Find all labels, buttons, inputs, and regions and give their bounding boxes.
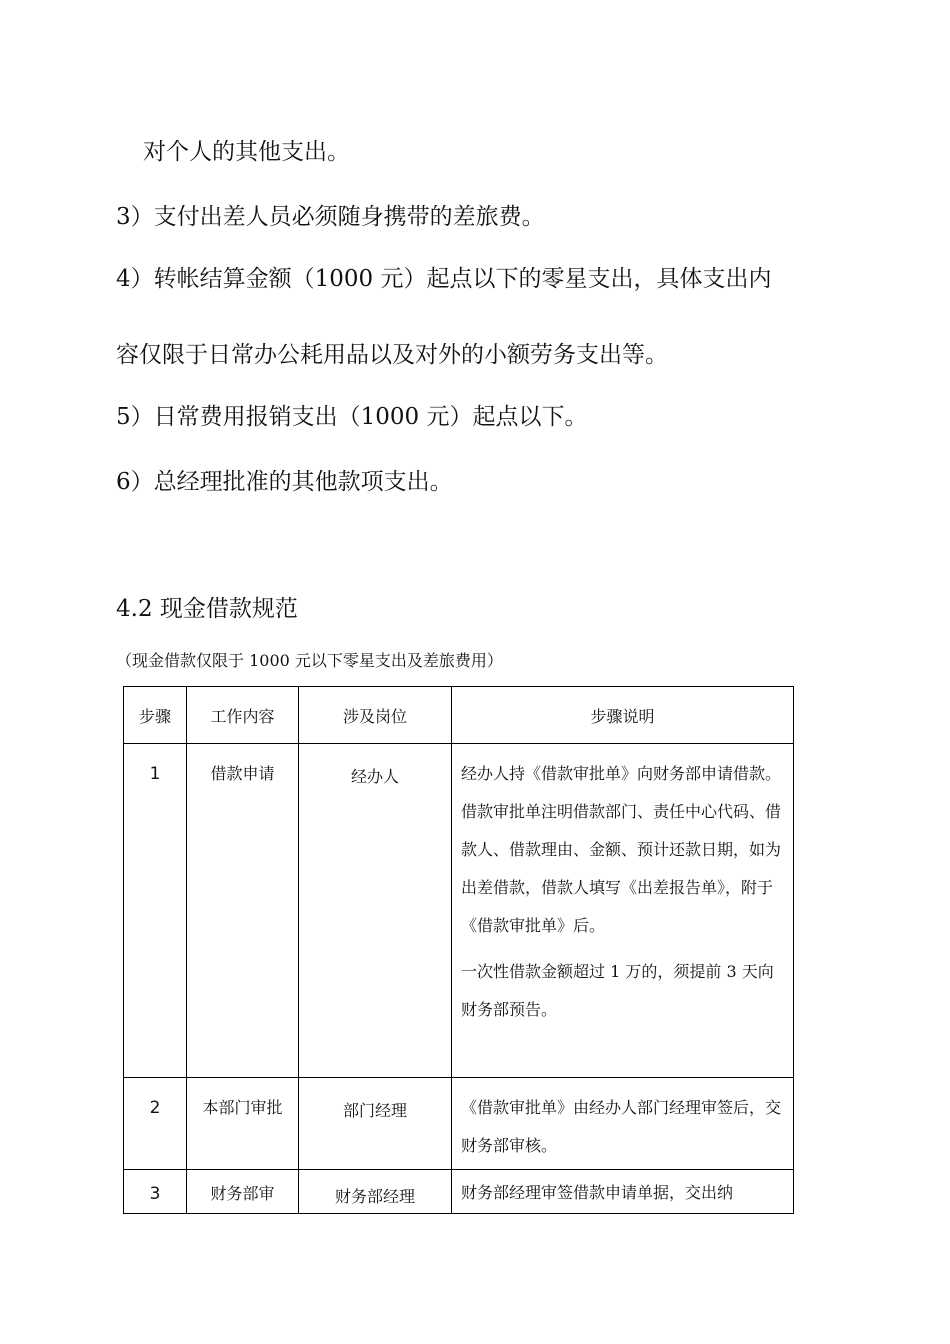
row-work-text: 财务部审	[210, 1184, 275, 1203]
row-step-number: 1	[124, 744, 187, 1078]
steps-table	[123, 686, 794, 1214]
row-post: 部门经理	[299, 1078, 452, 1170]
row-step-number: 3	[124, 1170, 187, 1214]
row-desc	[452, 1078, 794, 1170]
header-step: 步骤	[124, 687, 187, 744]
row-desc	[452, 744, 794, 1078]
header-desc: 步骤说明	[452, 687, 794, 744]
header-post: 涉及岗位	[299, 687, 452, 744]
text-line-3: 4）转帐结算金额（1000 元）起点以下的零星支出，具体支出内	[116, 266, 772, 292]
row-desc-paragraph: 一次性借款金额超过 1 万的，须提前 3 天向财务部预告。	[461, 962, 774, 1019]
text-line-1: 对个人的其他支出。	[143, 139, 350, 165]
table-header-row	[124, 687, 794, 744]
row-step-number: 2	[124, 1078, 187, 1170]
table-row	[124, 1078, 794, 1170]
text-line-5: 5）日常费用报销支出（1000 元）起点以下。	[116, 404, 588, 430]
row-desc-paragraph: 经办人持《借款审批单》向财务部申请借款。借款审批单注明借款部门、责任中心代码、借款人、借款理由、金额、预计还款日期，如为出差借款，借款人填写《出差报告单》，附于《借款审批单》后。	[461, 764, 782, 935]
text-line-2: 3）支付出差人员必须随身携带的差旅费。	[116, 204, 545, 230]
row-work	[187, 744, 299, 1078]
table-row	[124, 1170, 794, 1214]
text-line-6: 6）总经理批准的其他款项支出。	[116, 469, 453, 495]
row-desc-paragraph: 财务部经理审签借款申请单据，交出纳	[461, 1183, 734, 1202]
row-work	[187, 1170, 299, 1214]
row-desc	[452, 1170, 794, 1214]
row-post: 经办人	[299, 744, 452, 1078]
row-post: 财务部经理	[299, 1170, 452, 1214]
text-line-4: 容仅限于日常办公耗用品以及对外的小额劳务支出等。	[116, 342, 668, 368]
section-heading: 4.2 现金借款规范	[116, 596, 298, 622]
header-work: 工作内容	[187, 687, 299, 744]
section-note: （现金借款仅限于 1000 元以下零星支出及差旅费用）	[116, 651, 503, 670]
row-desc-paragraph: 《借款审批单》由经办人部门经理审签后，交财务部审核。	[461, 1098, 782, 1155]
row-work	[187, 1078, 299, 1170]
row-work-text: 借款申请	[210, 764, 275, 783]
row-work-text: 本部门审批	[202, 1098, 283, 1117]
table-row	[124, 744, 794, 1078]
